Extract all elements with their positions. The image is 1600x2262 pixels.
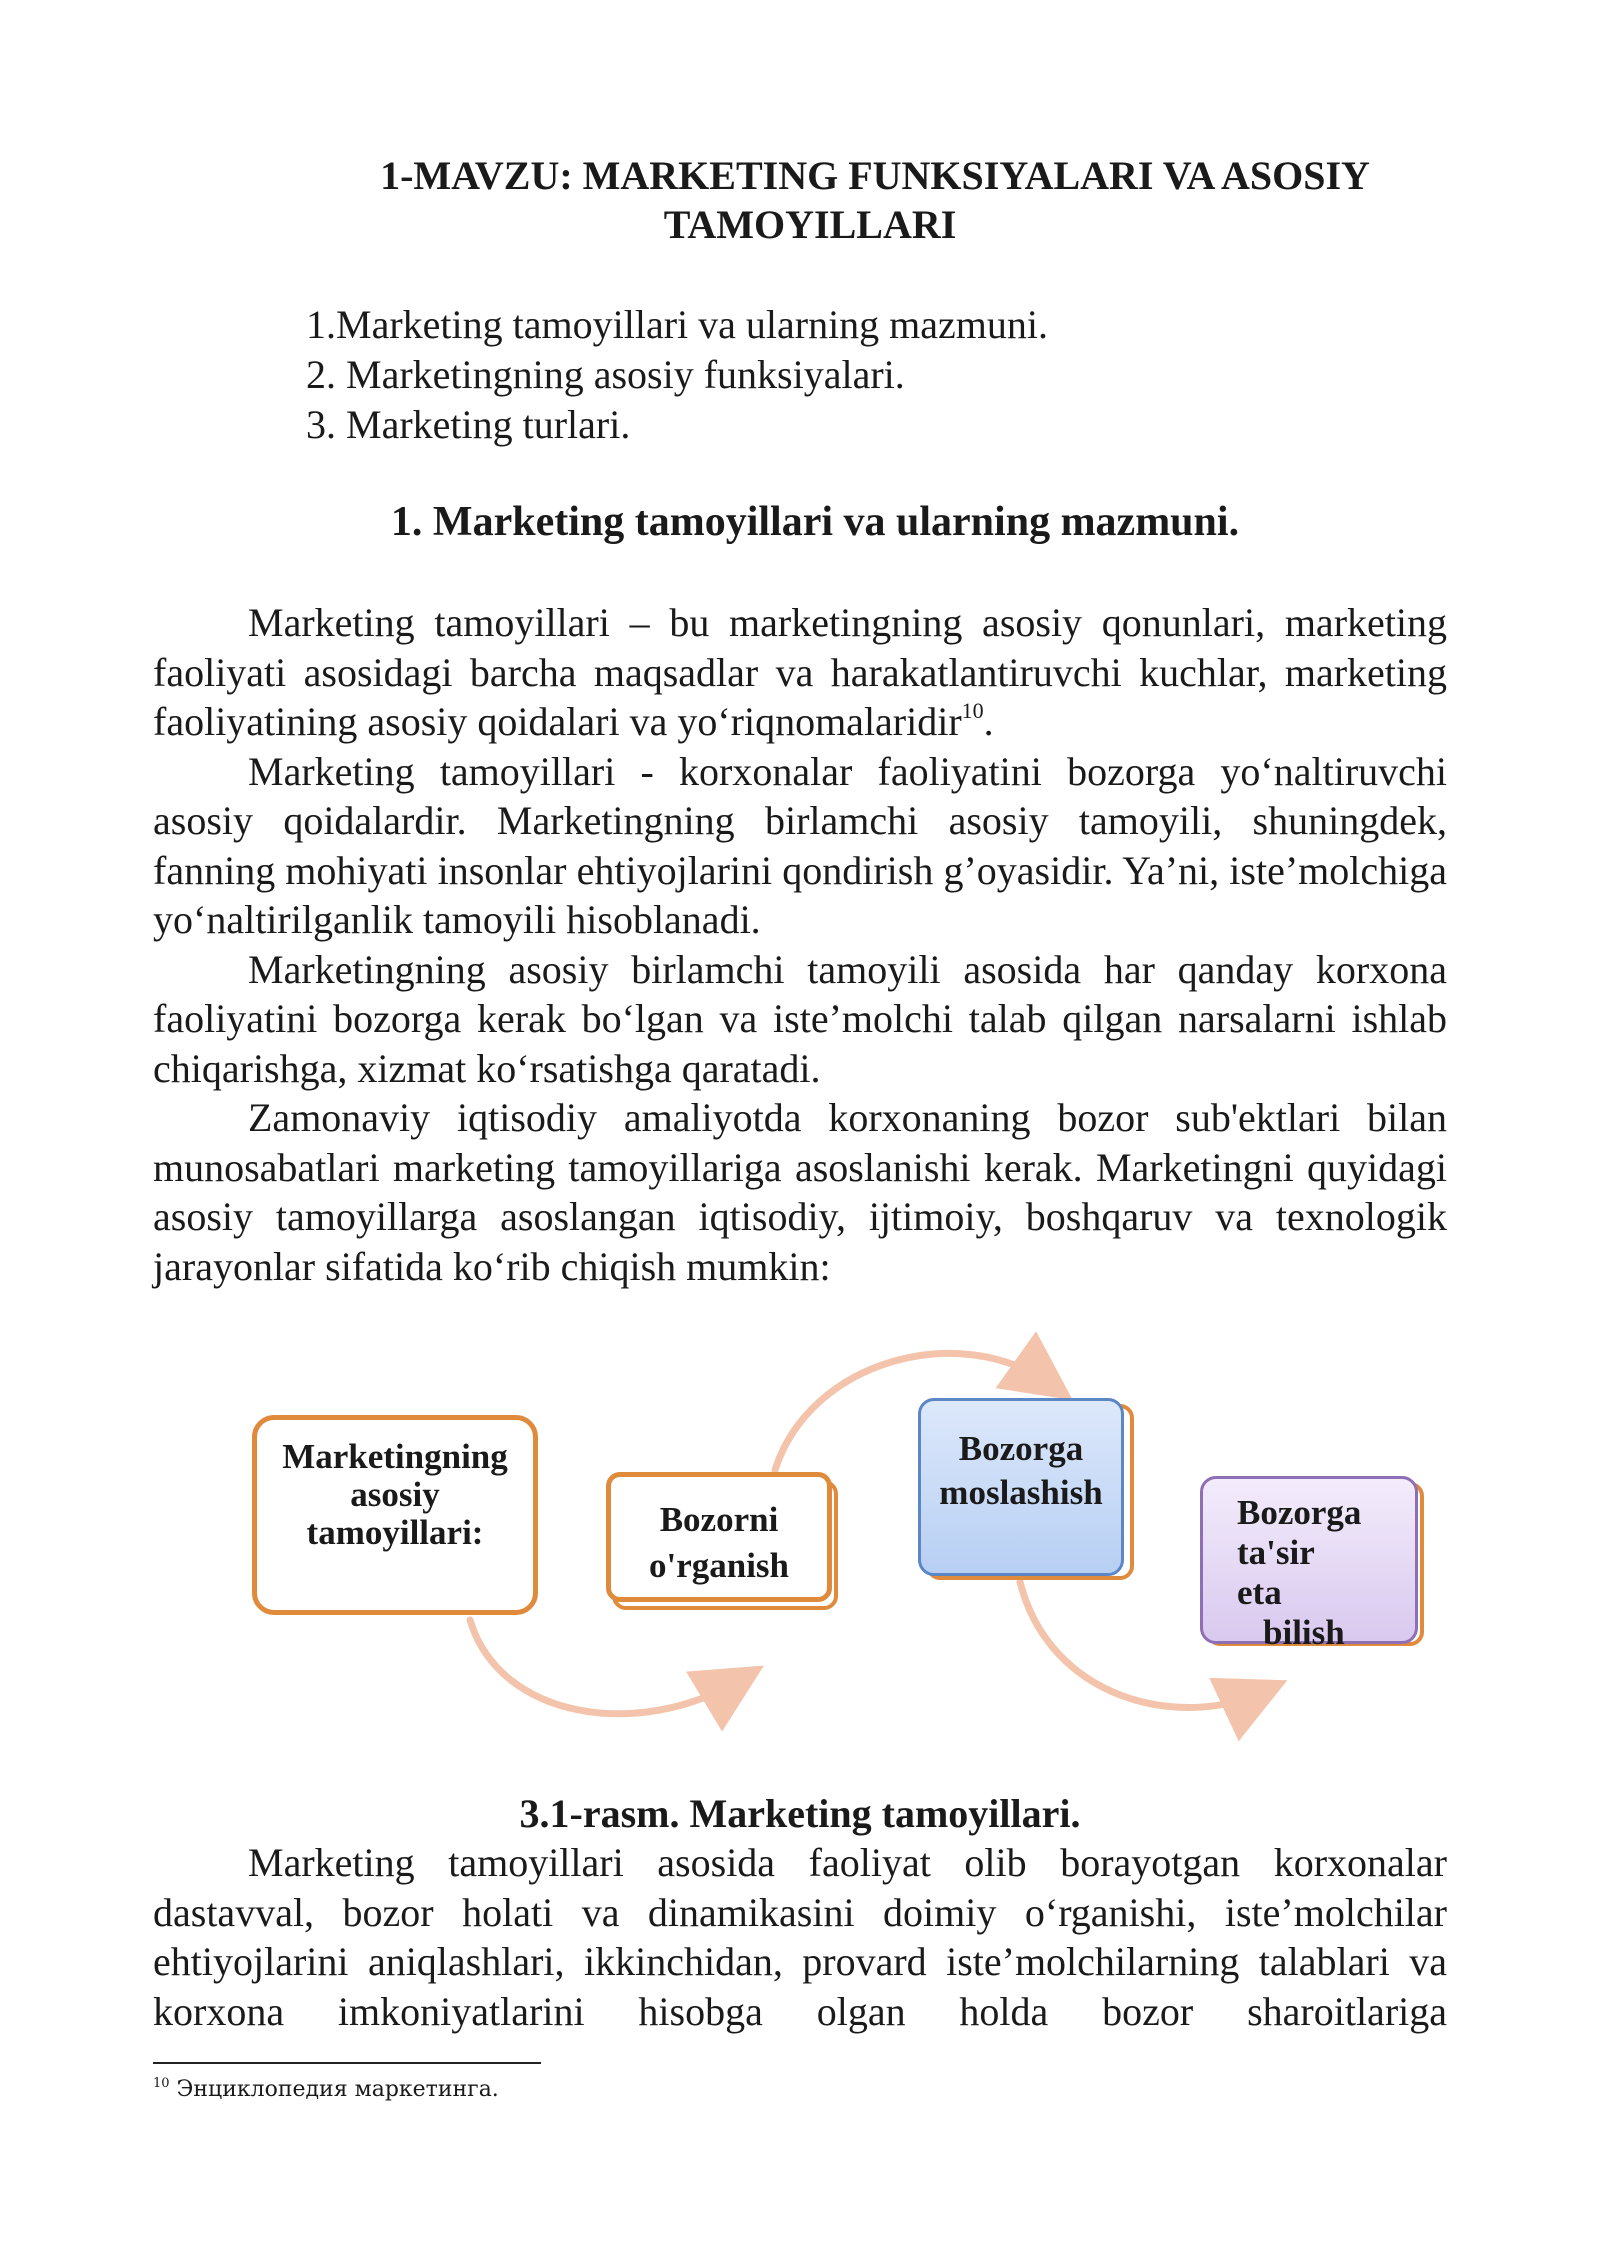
box2-line-2: moslashish: [939, 1473, 1103, 1512]
body-text-block: [153, 598, 1447, 1291]
box-influence-market: [1200, 1476, 1418, 1652]
box1-line-1: Bozorni: [659, 1500, 779, 1539]
section-heading: 1. Marketing tamoyillari va ularning mazmuni.: [390, 499, 1240, 545]
footnote-reference[interactable]: 10: [961, 698, 984, 723]
outline-item-2: 2. Marketingning asosiy funksiyalari.: [306, 352, 905, 397]
footnote-number: 10: [153, 2076, 170, 2091]
outline-item-3: 3. Marketing turlari.: [306, 402, 631, 447]
box-adapt-market: [918, 1398, 1124, 1576]
page-title-line-1: 1-MAVZU: MARKETING FUNKSIYALARI VA ASOSIY: [380, 153, 1370, 198]
paragraph-3: Marketingning asosiy birlamchi tamoyili asosida har qanday korxona faoliyatini bozorga kerak boʻlgan va iste’molchi talab qilgan narsalarni ishlab chiqarishga, xizmat koʻrsatishga qaratadi.: [153, 946, 1447, 1091]
topic-outline: [306, 300, 1048, 450]
box-study-market: [606, 1472, 832, 1602]
outline-item-1: 1.Marketing tamoyillari va ularning mazmuni.: [306, 302, 1049, 347]
box2-line-1: Bozorga: [958, 1429, 1084, 1468]
footnote: [153, 2076, 499, 2104]
box-main-line-1: Marketingning: [282, 1437, 508, 1476]
box3-line-2: ta'sir: [1237, 1533, 1315, 1572]
box-marketing-principles: [252, 1415, 538, 1615]
box1-line-2: o'rganish: [648, 1546, 790, 1585]
paragraph-1: [153, 598, 1447, 747]
paragraph-4: Zamonaviy iqtisodiy amaliyotda korxonaning bozor sub'ektlari bilan munosabatlari marketing tamoyillariga asoslanishi kerak. Marketingni quyidagi asosiy tamoyillarga asoslangan iqtisodiy, ijtimoiy, boshqaruv va texnologik jarayonlar sifatida koʻrib chiqish mumkin:: [153, 1095, 1447, 1289]
box-main-line-2: asosiy: [350, 1475, 440, 1514]
box3-line-1: Bozorga: [1237, 1493, 1362, 1532]
box-main-line-3: tamoyillari:: [306, 1513, 484, 1552]
box3-line-3: eta: [1237, 1573, 1282, 1612]
paragraph-1-text: Marketing tamoyillari – bu marketingning asosiy qonunlari, marketing faoliyati asosidagi barcha maqsadlar va harakatlantiruvchi kuchlar, marketing faoliyatining asosiy qoidalari va yoʻriqnomalaridir: [153, 600, 1447, 744]
footnote-text: Энциклопедия маркетинга.: [176, 2077, 499, 2102]
paragraph-5: Marketing tamoyillari asosida faoliyat olib borayotgan korxonalar dastavval, bozor holati va dinamikasini doimiy oʻrganishi, iste’molchilar ehtiyojlarini aniqlashlari, ikkinchidan, provard iste’molchilarning talablari va korxona imkoniyatlarini hisobga olgan holda bozor sharoitlariga: [153, 1840, 1447, 2034]
page-title-line-2: TAMOYILLARI: [663, 202, 957, 247]
paragraph-1-end: .: [983, 699, 994, 744]
body-text-block-2: [153, 1838, 1447, 2036]
figure-caption: 3.1-rasm. Marketing tamoyillari.: [519, 1791, 1081, 1836]
box3-line-4: bilish: [1263, 1613, 1345, 1652]
arrow-main-to-box1: [470, 1620, 740, 1714]
footnote-separator: [153, 2062, 541, 2064]
principles-diagram: [0, 1320, 1600, 1760]
paragraph-2: Marketing tamoyillari - korxonalar faoliyatini bozorga yoʻnaltiruvchi asosiy qoidalardir. Marketingning birlamchi asosiy tamoyili, shuningdek, fanning mohiyati insonlar ehtiyojlarini qondirish g’oyasidir. Ya’ni, iste’molchiga yoʻnaltirilganlik tamoyili hisoblanadi.: [153, 748, 1447, 942]
